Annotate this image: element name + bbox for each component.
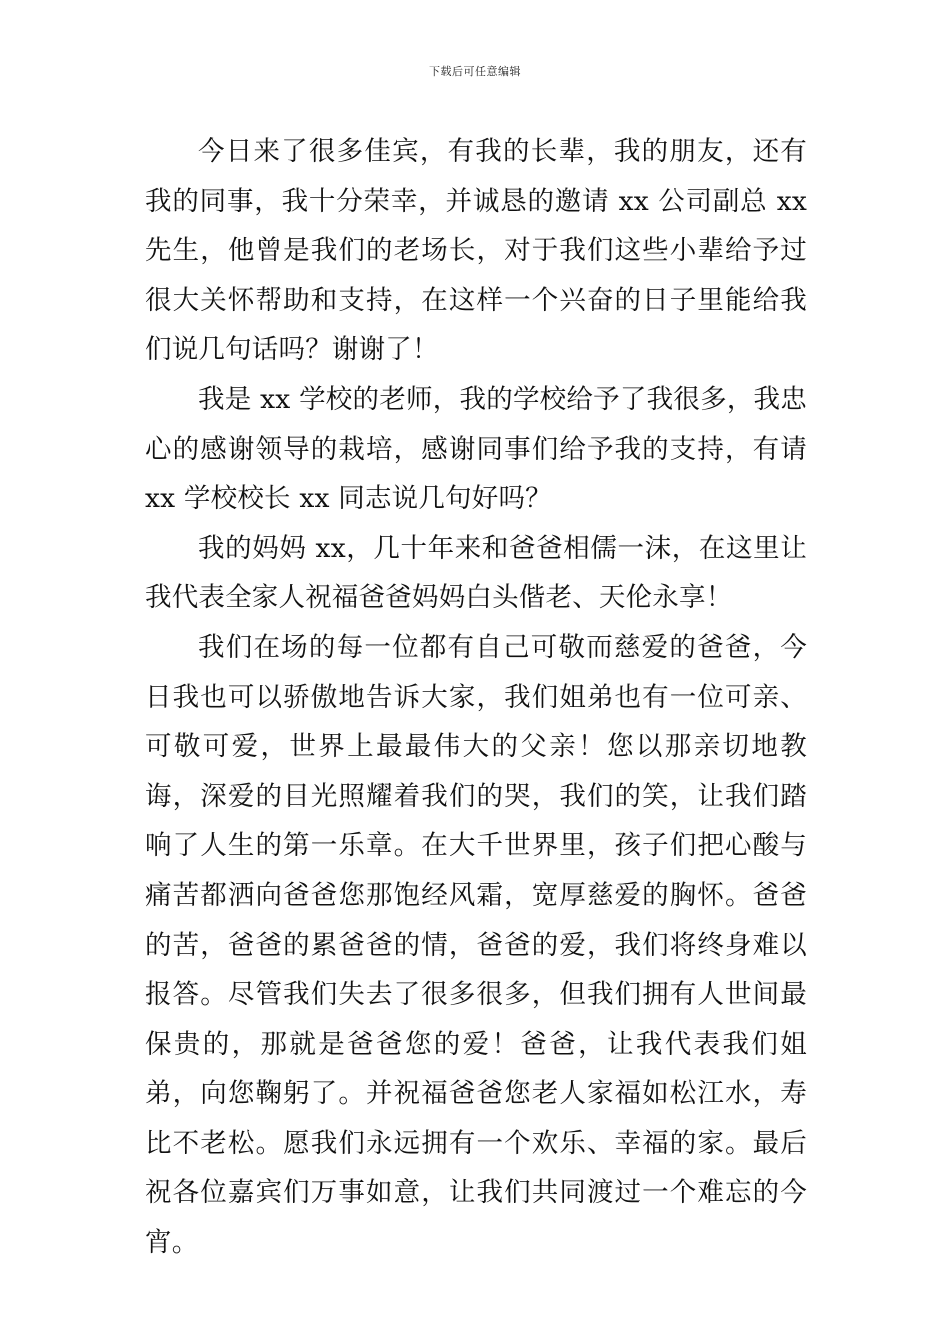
paragraph-4: 我们在场的每一位都有自己可敬而慈爱的爸爸，今日我也可以骄傲地告诉大家，我们姐弟也有一位可亲、可敬可爱，世界上最最伟大的父亲！您以那亲切地教诲，深爱的目光照耀着我们的哭，我们的笑，让我们踏响了人生的第一乐章。在大千世界里，孩子们把心酸与痛苦都洒向爸爸您那饱经风霜，宽厚慈爱的胸怀。爸爸的苦，爸爸的累爸爸的情，爸爸的爱，我们将终身难以报答。尽管我们失去了很多很多，但我们拥有人世间最保贵的，那就是爸爸您的爱！爸爸，让我代表我们姐弟，向您鞠躬了。并祝福爸爸您老人家福如松江水，寿比不老松。愿我们永远拥有一个欢乐、幸福的家。最后祝各位嘉宾们万事如意，让我们共同渡过一个难忘的今宵。 <box>145 631 807 1259</box>
paragraph-3: 我的妈妈 xx，几十年来和爸爸相儒一沫，在这里让我代表全家人祝福爸爸妈妈白头偕老、天伦永享！ <box>145 532 807 614</box>
paragraph-2: 我是 xx 学校的老师，我的学校给予了我很多，我忠心的感谢领导的栽培，感谢同事们给予我的支持，有请 xx 学校校长 xx 同志说几句好吗？ <box>145 383 807 515</box>
document-body <box>145 127 807 1268</box>
page-header: 下载后可任意编辑 <box>429 65 521 78</box>
paragraph-1: 今日来了很多佳宾，有我的长辈，我的朋友，还有我的同事，我十分荣幸，并诚恳的邀请 xx 公司副总 xx 先生，他曾是我们的老场长，对于我们这些小辈给予过很大关怀帮助和支持，在这样一个兴奋的日子里能给我们说几句话吗？谢谢了！ <box>145 136 807 366</box>
